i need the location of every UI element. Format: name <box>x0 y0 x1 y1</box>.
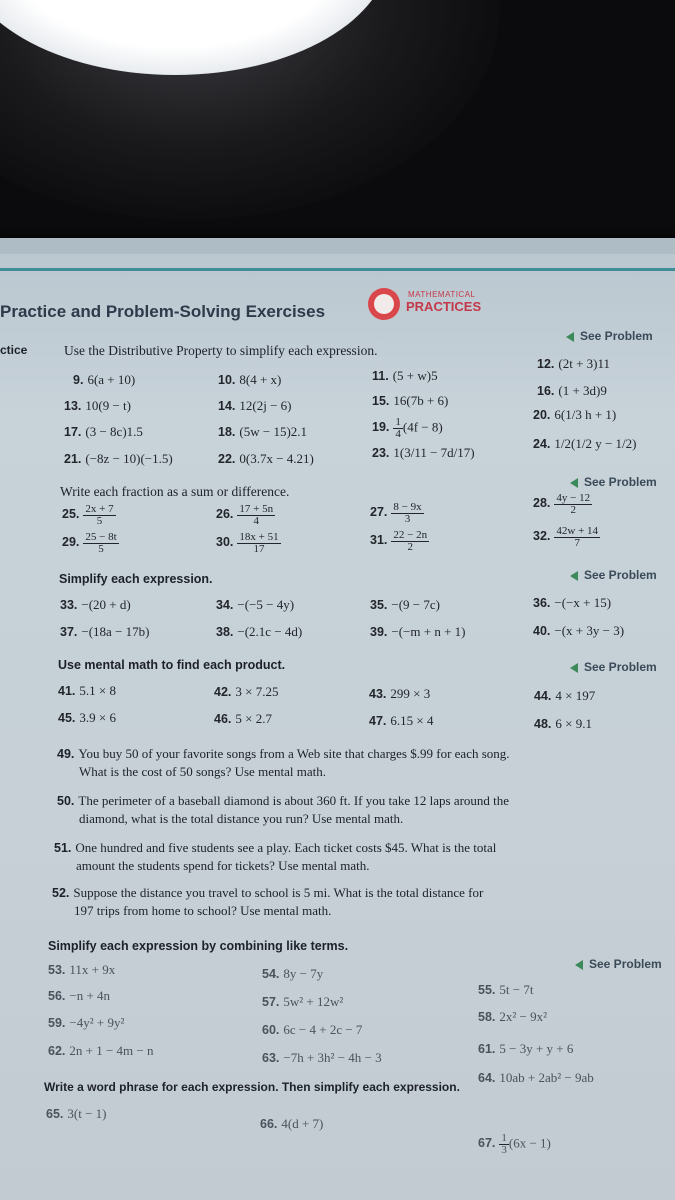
exercise-item: 17. (3 − 8c)1.5 <box>64 424 143 439</box>
exercise-item: 45. 3.9 × 6 <box>58 710 116 725</box>
exercise-item: 41. 5.1 × 8 <box>58 683 116 698</box>
exercise-item: 34. −(−5 − 4y) <box>216 597 295 612</box>
exercise-item: 9. 6(a + 10) <box>73 372 136 387</box>
fraction: $\frac{2x + 7}{5}$ <box>85 503 114 527</box>
exercise-item: 38. −(2.1c − 4d) <box>216 624 303 639</box>
exercise-item: 16. (1 + 3d)9 <box>537 383 607 398</box>
exercise-item: 18. (5w − 15)2.1 <box>218 424 308 439</box>
exercise-item: 24. 1/2(1/2 y − 1/2) <box>533 436 637 451</box>
exercise-item: 65. 3(t − 1) <box>46 1106 107 1121</box>
instruction-mental-math: Use mental math to find each product. <box>58 658 286 672</box>
exercise-item: 61. 5 − 3y + y + 6 <box>478 1041 574 1056</box>
exercise-item: 20. 6(1/3 h + 1) <box>533 407 617 422</box>
exercise-item: 56. −n + 4n <box>48 988 111 1003</box>
page-rule <box>0 268 675 271</box>
instruction-combine: Simplify each expression by combining like terms. <box>48 939 349 953</box>
exercise-item: 47. 6.15 × 4 <box>369 713 434 728</box>
exercise-item: 15. 16(7b + 6) <box>372 393 449 408</box>
exercise-item: 27. $\frac{8 - 9x}{3}$ <box>370 501 422 525</box>
exercise-item: 36. −(−x + 15) <box>533 595 612 610</box>
arrow-left-icon <box>566 332 574 342</box>
exercise-item: 37. −(18a − 17b) <box>60 624 150 639</box>
arrow-left-icon <box>570 571 578 581</box>
exercise-item: 22. 0(3.7x − 4.21) <box>218 451 314 466</box>
see-problem-link[interactable]: See Problem <box>570 660 657 674</box>
fraction: $\frac{17 + 5n}{4}$ <box>239 503 274 527</box>
arrow-left-icon <box>570 663 578 673</box>
exercise-item: 60. 6c − 4 + 2c − 7 <box>262 1022 363 1037</box>
exercise-item: 53. 11x + 9x <box>48 962 116 977</box>
see-problem-link[interactable]: See Problem <box>570 475 657 489</box>
word-problem: 49. You buy 50 of your favorite songs from a Web site that charges $.99 for each song. What is the cost of 50 songs? Use mental math. <box>57 746 510 779</box>
exercise-item: 43. 299 × 3 <box>369 686 431 701</box>
instruction-distributive: Use the Distributive Property to simplify each expression. <box>64 343 378 358</box>
exercise-item: 12. (2t + 3)11 <box>537 356 611 371</box>
exercise-item: 30. $\frac{18x + 51}{17}$ <box>216 531 279 555</box>
exercise-item: 57. 5w² + 12w² <box>262 994 344 1009</box>
exercise-item: 62. 2n + 1 − 4m − n <box>48 1043 154 1058</box>
instruction-phrase: Write a word phrase for each expression. Then simplify each expression. <box>44 1080 460 1094</box>
instruction-fraction: Write each fraction as a sum or difference. <box>60 484 290 499</box>
see-problem-link[interactable]: See Problem <box>566 329 653 343</box>
exercise-item: 44. 4 × 197 <box>534 688 596 703</box>
exercise-item: 64. 10ab + 2ab² − 9ab <box>478 1070 594 1085</box>
exercise-item: 66. 4(d + 7) <box>260 1116 324 1131</box>
fraction: $\frac{18x + 51}{17}$ <box>239 531 279 555</box>
exercise-item: 23. 1(3/11 − 7d/17) <box>372 445 475 460</box>
word-problem: 50. The perimeter of a baseball diamond is about 360 ft. If you take 12 laps around the diamond, what is the total distance you run? Use mental math. <box>57 793 510 826</box>
badge-top-text: MATHEMATICAL <box>408 290 476 299</box>
instruction-simplify: Simplify each expression. <box>59 572 213 586</box>
word-problem: 52. Suppose the distance you travel to school is 5 mi. What is the total distance for 197 trips from home to school? Use mental math. <box>52 885 484 918</box>
exercise-item: 32. $\frac{42w + 14}{7}$ <box>533 525 599 549</box>
side-tab: ctice <box>0 343 28 357</box>
exercise-item: 35. −(9 − 7c) <box>370 597 440 612</box>
exercise-item: 33. −(20 + d) <box>60 597 131 612</box>
fraction: $\frac{1}{3}$ <box>501 1132 507 1156</box>
practices-logo-icon <box>368 288 400 320</box>
exercise-item: 11. (5 + w)5 <box>372 368 438 383</box>
exercise-item: 55. 5t − 7t <box>478 982 534 997</box>
exercise-item: 13. 10(9 − t) <box>64 398 131 413</box>
see-problem-link[interactable]: See Problem <box>570 568 657 582</box>
exercise-item: 59. −4y² + 9y² <box>48 1015 125 1030</box>
fraction: $\frac{42w + 14}{7}$ <box>556 525 599 549</box>
badge-bottom-text: PRACTICES <box>406 299 482 314</box>
exercise-item: 19. $\frac{1}{4}$ (4f − 8) <box>372 416 443 440</box>
exercise-item: 48. 6 × 9.1 <box>534 716 592 731</box>
word-problem: 51. One hundred and five students see a play. Each ticket costs $45. What is the total amount the students spend for tickets? Use mental math. <box>54 840 497 873</box>
exercise-item: 10. 8(4 + x) <box>218 372 282 387</box>
exercise-item: 14. 12(2j − 6) <box>218 398 292 413</box>
exercise-item: 54. 8y − 7y <box>262 966 324 981</box>
arrow-left-icon <box>570 478 578 488</box>
exercise-item: 25. $\frac{2x + 7}{5}$ <box>62 503 114 527</box>
fraction: $\frac{8 - 9x}{3}$ <box>393 501 422 525</box>
fraction: $\frac{22 - 2n}{2}$ <box>393 529 428 553</box>
exercise-item: 58. 2x² − 9x² <box>478 1009 548 1024</box>
exercise-item: 28. $\frac{4y - 12}{2}$ <box>533 492 591 516</box>
page-top-band <box>0 238 675 254</box>
page-title: Practice and Problem-Solving Exercises <box>0 302 326 321</box>
exercise-item: 21. (−8z − 10)(−1.5) <box>64 451 173 466</box>
fraction: $\frac{4y - 12}{2}$ <box>556 492 591 516</box>
exercise-item: 39. −(−m + n + 1) <box>370 624 466 639</box>
exercise-item: 46. 5 × 2.7 <box>214 711 272 726</box>
exercise-item: 31. $\frac{22 - 2n}{2}$ <box>370 529 428 553</box>
exercise-item: 29. $\frac{25 - 8t}{5}$ <box>62 531 117 555</box>
arrow-left-icon <box>575 960 583 970</box>
fraction: $\frac{25 - 8t}{5}$ <box>85 531 117 555</box>
see-problem-link[interactable]: See Problem <box>575 957 662 971</box>
exercise-item: 42. 3 × 7.25 <box>214 684 279 699</box>
exercise-item: 63. −7h + 3h² − 4h − 3 <box>262 1050 382 1065</box>
exercise-item: 26. $\frac{17 + 5n}{4}$ <box>216 503 274 527</box>
fraction: $\frac{1}{4}$ <box>395 416 401 440</box>
exercise-item: 40. −(x + 3y − 3) <box>533 623 625 638</box>
exercise-item: 67. $\frac{1}{3}$ (6x − 1) <box>478 1132 551 1156</box>
